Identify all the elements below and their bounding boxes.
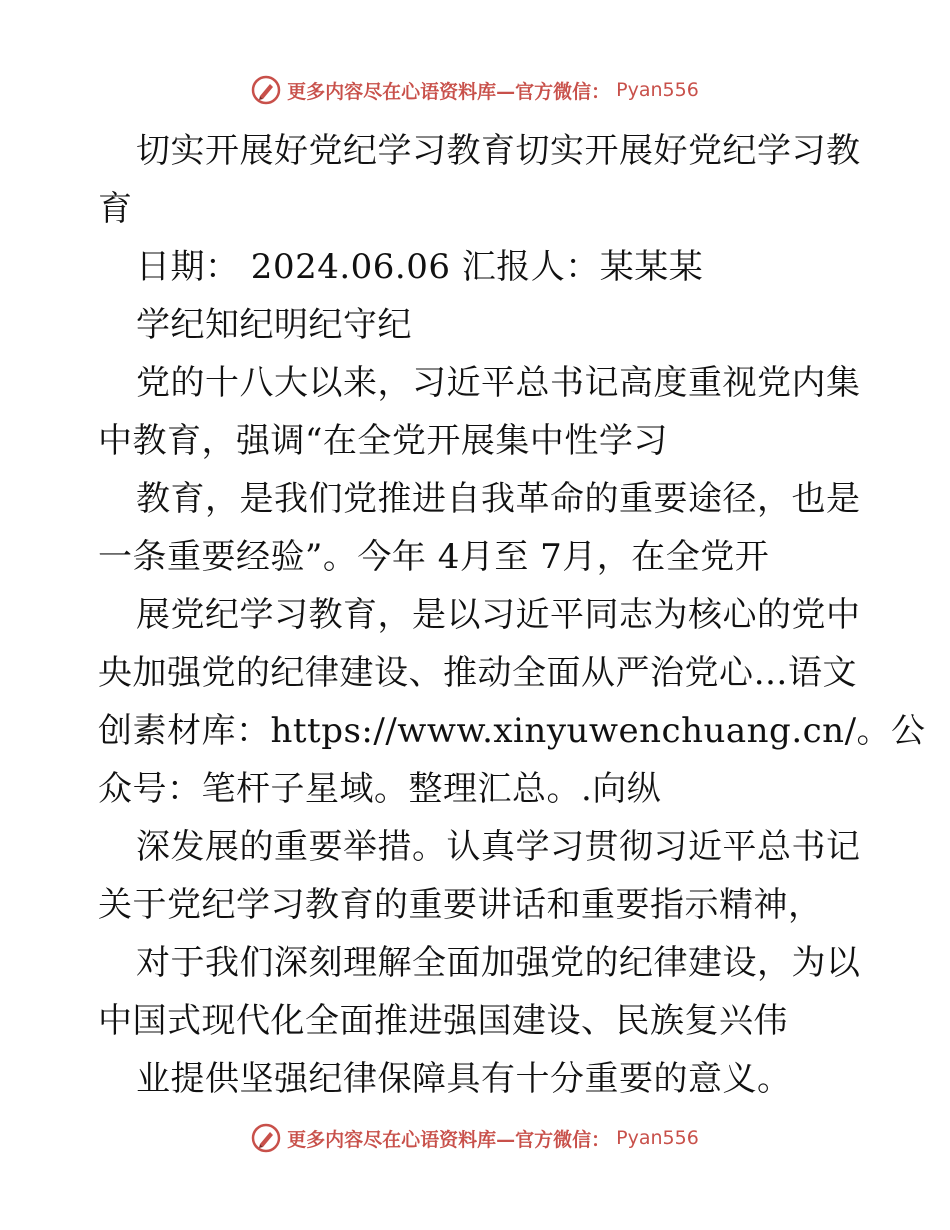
paragraph-line: 中教育，强调“在全党开展集中性学习 (98, 421, 668, 461)
paragraph-line: 党的十八大以来，习近平总书记高度重视党内集 (136, 363, 861, 403)
footer-banner (0, 1118, 950, 1158)
title-line-1: 切实开展好党纪学习教育切实开展好党纪学习教 (136, 131, 861, 171)
paragraph-line: 中国式现代化全面推进强国建设、民族复兴伟 (98, 1001, 788, 1041)
paragraph-line: 创素材库：https://www.xinyuwenchuang.cn/。公 (98, 711, 926, 751)
pen-logo-icon (251, 1123, 281, 1153)
paragraph-line: 关于党纪学习教育的重要讲话和重要指示精神， (98, 885, 823, 925)
paragraph-line: 业提供坚强纪律保障具有十分重要的意义。 (136, 1059, 792, 1099)
banner-text: 更多内容尽在心语资料库—官方微信： (287, 80, 611, 103)
subtitle-line: 学纪知纪明纪守纪 (136, 305, 412, 345)
banner-wechat-id: Pyan556 (616, 1127, 699, 1149)
pen-logo-icon (251, 75, 281, 105)
paragraph-line: 一条重要经验”。今年 4月至 7月，在全党开 (98, 537, 770, 577)
banner-wechat-id: Pyan556 (616, 79, 699, 101)
document-body (98, 122, 926, 1108)
banner-text: 更多内容尽在心语资料库—官方微信： (287, 1128, 611, 1151)
paragraph-line: 众号：笔杆子星域。整理汇总。.向纵 (98, 769, 662, 809)
date-reporter-line: 日期： 2024.06.06 汇报人：某某某 (136, 247, 704, 287)
paragraph-line: 展党纪学习教育，是以习近平同志为核心的党中 (136, 595, 861, 635)
paragraph-line: 央加强党的纪律建设、推动全面从严治党心…语文 (98, 653, 857, 693)
paragraph-line: 教育，是我们党推进自我革命的重要途径，也是 (136, 479, 861, 519)
paragraph-line: 对于我们深刻理解全面加强党的纪律建设，为以 (136, 943, 861, 983)
title-line-2: 育 (98, 189, 133, 229)
header-banner (0, 70, 950, 110)
paragraph-line: 深发展的重要举措。认真学习贯彻习近平总书记 (136, 827, 861, 867)
